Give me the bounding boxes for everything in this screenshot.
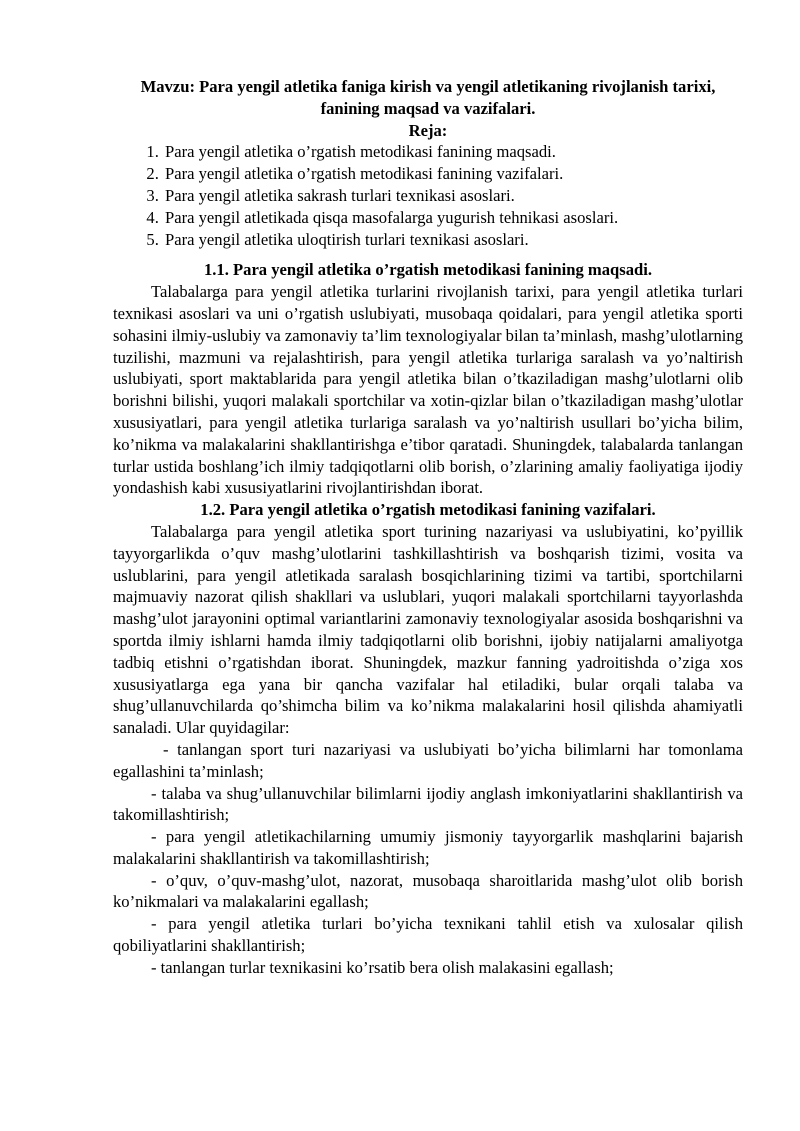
task-item: - talaba va shug’ullanuvchilar bilimlarni ijodiy anglash imkoniyatlarini shakllantirish va takomillashtirish; bbox=[113, 783, 743, 825]
section-heading-tasks: 1.2. Para yengil atletika o’rgatish metodikasi fanining vazifalari. bbox=[200, 500, 656, 520]
section-paragraph-tasks: Talabalarga para yengil atletika sport turining nazariyasi va uslubiyatini, ko’pyillik tayyorgarlikda o’quv mashg’ulotlarini tashkillashtirish va boshqarish tizimi, vosita va uslublarini, para yengil atletikada saralash bosqichlarining tizimi va tartibi, sportchilarni majmuaviy nazorat qilish shakllari va uslublari, yuqori malakali sportchilarni tayyorlashda mashg’ulot jarayonini optimal variantlarini zamonaviy texnologiyalar asosida boshqarishni va sportda ilmiy ishlarni hamda ilmiy tadqiqotlarni olib borishni, ijobiy natijalarni amaliyotga tadbiq etishni o’rgatishdan iborat. Shuningdek, mazkur fanning yadroitishda o’ziga xos xususiyatlarga ega yana bir qancha vazifalar hal etiladiki, bular orqali talaba va shug’ullanuvchilarda qo’shimcha bilim va ko’nikma malakalarini hosil qilishda ahamiyatli sanaladi. Ular quyidagilar: bbox=[113, 521, 743, 738]
plan-item: 5. Para yengil atletika uloqtirish turlari texnikasi asoslari. bbox=[163, 229, 743, 251]
plan-item: 4. Para yengil atletikada qisqa masofalarga yugurish tehnikasi asoslari. bbox=[163, 207, 743, 229]
document-page bbox=[113, 76, 743, 979]
task-item: - o’quv, o’quv-mashg’ulot, nazorat, musobaqa sharoitlarida mashg’ulot olib borish ko’nikmalari va malakalarini egallash; bbox=[113, 870, 743, 912]
task-item: - para yengil atletika turlari bo’yicha texnikani tahlil etish va xulosalar qilish qobiliyatlarini shakllantirish; bbox=[113, 914, 743, 956]
task-item: - tanlangan sport turi nazariyasi va uslubiyati bo’yicha bilimlarni har tomonlama egallashini ta’minlash; bbox=[113, 739, 743, 781]
plan-item: 2. Para yengil atletika o’rgatish metodikasi fanining vazifalari. bbox=[163, 163, 743, 185]
plan-item: 3. Para yengil atletika sakrash turlari texnikasi asoslari. bbox=[163, 185, 743, 207]
task-item: - para yengil atletikachilarning umumiy jismoniy tayyorgarlik mashqlarini bajarish malakalarini shakllantirish va takomillashtirish; bbox=[113, 827, 743, 868]
task-item: - tanlangan turlar texnikasini ko’rsatib bera olish malakasini egallash; bbox=[151, 957, 614, 977]
document-title: Mavzu: Para yengil atletika faniga kirish va yengil atletikaning rivojlanish tarixi, fanining maqsad va vazifalari. bbox=[140, 77, 716, 118]
plan-heading: Reja: bbox=[408, 120, 448, 140]
section-heading-goals: 1.1. Para yengil atletika o’rgatish metodikasi fanining maqsadi. bbox=[203, 260, 653, 280]
plan-item: 1. Para yengil atletika o’rgatish metodikasi fanining maqsadi. bbox=[163, 141, 743, 163]
plan-list bbox=[113, 141, 743, 250]
section-paragraph-goals: Talabalarga para yengil atletika turlarini rivojlanish tarixi, para yengil atletika turlari texnikasi asoslari va uni o’rgatish uslubiyati, musobaqa qoidalari, para yengil atletika sporti sohasini ilmiy-uslubiy va zamonaviy ta’lim texnologiyalar bilan ta’minlash, mashg’ulotlarning tuzilishi, mazmuni va rejalashtirish, para yengil atletika turlariga saralash va yo’naltirish uslubiyati, sport maktablarida para yengil atletika bilan o’tkaziladigan mashg’ulotlarni olib borishni bilishi, yuqori malakali sportchilar va xotin-qizlar bilan o’tkaziladigan mashg’ulotlar xususiyatlari, para yengil atletika turlariga saralash va yo’naltirish usullari bo’yicha bilim, ko’nikma va malakalarini shakllantirishga e’tibor qaratadi. Shuningdek, talabalarda tanlangan turlar ustida boshlang’ich ilmiy tadqiqotlarni olib borish, o’zlarining amaliy faoliyatiga ijodiy yondashish kabi xususiyatlarini rivojlantirishdan iborat. bbox=[113, 282, 743, 498]
